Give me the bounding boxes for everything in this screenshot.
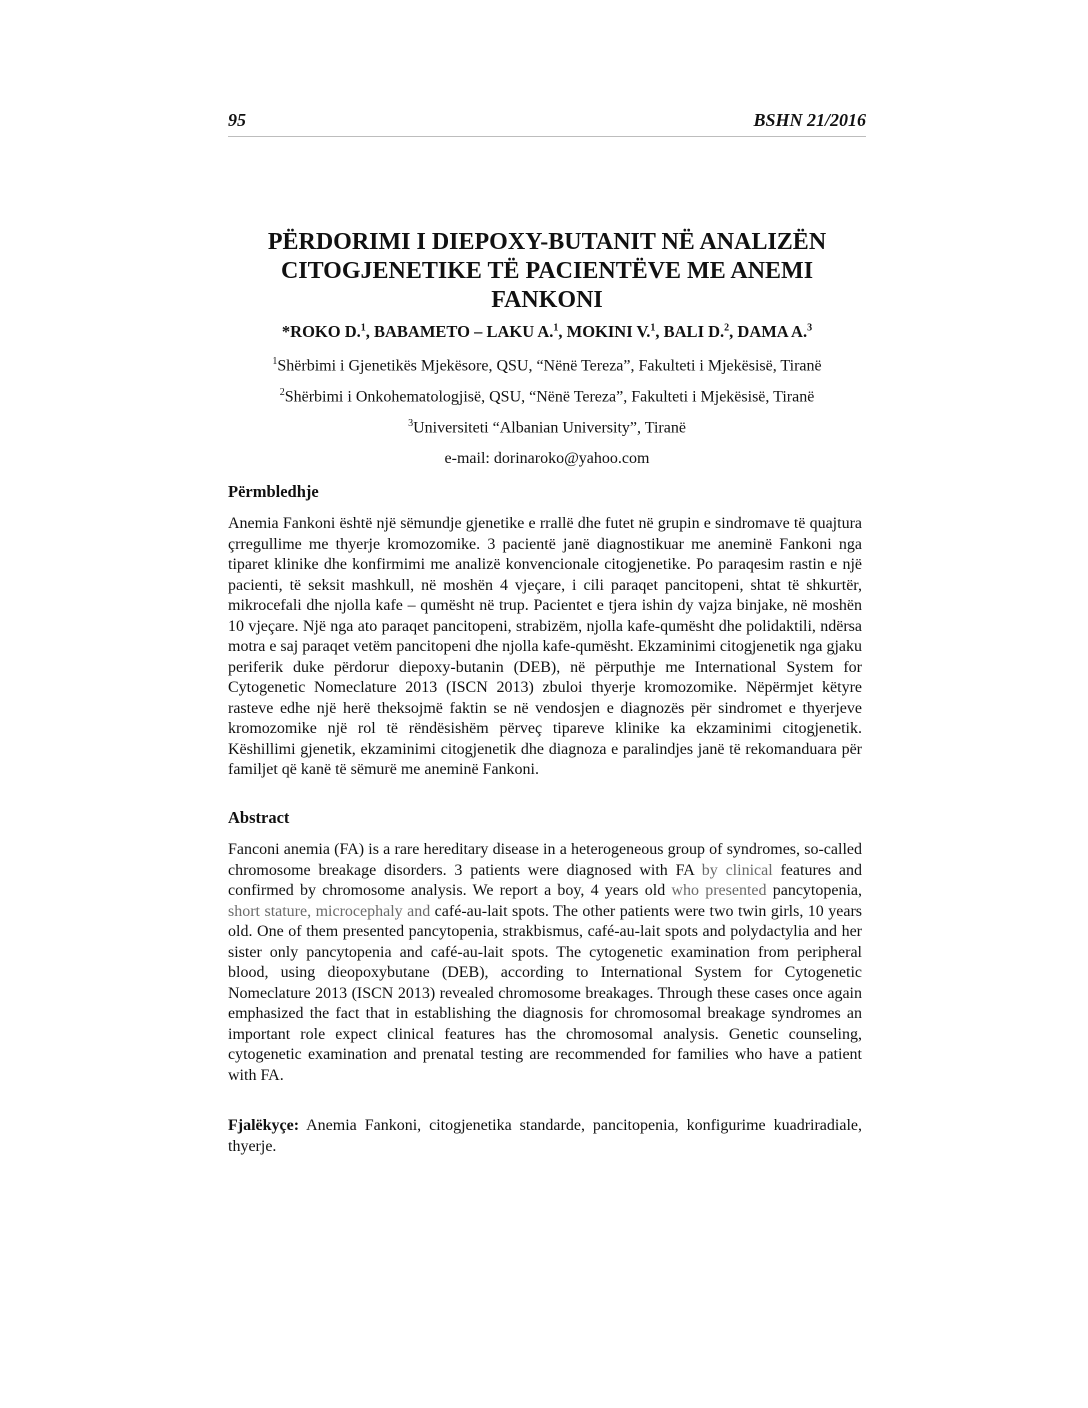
journal-label: BSHN 21/2016: [753, 110, 866, 130]
title-line: CITOGJENETIKE TË PACIENTËVE ME ANEMI: [280, 258, 814, 284]
author-name: *ROKO D.: [281, 322, 361, 341]
title-line: PËRDORIMI I DIEPOXY-BUTANIT NË ANALIZËN: [267, 229, 827, 255]
keywords-text: Anemia Fankoni, citogjenetika standarde, pancitopenia, konfigurime kuadriradiale, thyerje.: [228, 1117, 862, 1155]
affiliation-mark: 3: [408, 418, 414, 429]
section-heading-permbledhje: Përmbledhje: [228, 482, 319, 501]
affiliation-text: Shërbimi i Gjenetikës Mjekësore, QSU, “Nënë Tereza”, Fakulteti i Mjekësisë, Tiranë: [277, 357, 822, 375]
page-number: 95: [228, 110, 246, 130]
title-line: FANKONI: [491, 287, 603, 313]
author-name: , BALI D.: [655, 322, 725, 341]
affiliation-mark: 1: [272, 356, 278, 367]
affiliation-mark: 2: [279, 387, 285, 398]
affiliation-3: [228, 418, 866, 437]
author-affiliation-mark: 1: [553, 322, 559, 334]
contact-email: e-mail: dorinaroko@yahoo.com: [444, 450, 650, 467]
section-heading-abstract: Abstract: [228, 808, 290, 827]
abstract-segment: café-au-lait spots. The other patients were two twin girls, 10 years old. One of them presented pancytopenia, strakbismus, café-au-lait spots and polydactylia and her sister only pancytopenia and café-au-lait spots. The cytogenetic examination from peripheral blood, using dieopoxybutane (DEB), according to International System for Cytogenetic Nomeclature 2013 (ISCN 2013) revealed chromosome breakages. Through these cases once again emphasized the fact that in establishing the diagnosis for chromosomal breakage syndromes an important role expect clinical features has the chromosomal analysis. Genetic counseling, cytogenetic examination and prenatal testing are recommended for families who have a patient with FA.: [228, 902, 863, 1084]
author-name: , BABAMETO – LAKU A.: [365, 322, 554, 341]
author-affiliation-mark: 2: [724, 322, 730, 334]
affiliation-text: Universiteti “Albanian University”, Tiranë: [413, 419, 686, 437]
running-header: [228, 110, 866, 137]
abstract-segment: short stature, microcephaly and: [228, 902, 431, 920]
author-affiliation-mark: 1: [360, 322, 366, 334]
abstract-text: [228, 840, 862, 1086]
keywords: [228, 1116, 862, 1157]
abstract-segment: Fanconi anemia (FA) is a rare hereditary disease in a heterogeneous group of syndromes, so-called chromosome breakage disorders. 3 patients were diagnosed with FA: [228, 841, 862, 879]
author-affiliation-mark: 1: [650, 322, 656, 334]
paper-title: [228, 228, 866, 315]
author-name: , MOKINI V.: [558, 322, 651, 341]
affiliation-1: [228, 356, 866, 375]
abstract-segment: pancytopenia,: [766, 882, 863, 899]
author-list: [228, 322, 866, 342]
abstract-segment: features and confirmed by chromosome analysis. We report a boy, 4 years old: [228, 861, 863, 899]
permbledhje-text: Anemia Fankoni është një sëmundje gjenetike e rrallë dhe futet në grupin e sindromave të quajtura çrregullime me thyerje kromozomike. 3 pacientë janë diagnostikuar me aneminë Fankoni nga tiparet klinike dhe konfirmimi me analizë konvencionale citogjenetike. Po paraqesim rastin e një pacienti, të seksit mashkull, në moshën 4 vjeçare, i cili paraqet pancitopeni, shtat të shkurtër, mikrocefali dhe njolla kafe – qumësht në trup. Pacientet e tjera ishin dy vajza binjake, në moshën 10 vjeçare. Një nga ato paraqet pancitopeni, strabizëm, njolla kafe-qumësht dhe polidaktili, ndërsa motra e saj paraqet vetëm pancitopeni dhe njolla kafe-qumësht. Ekzaminimi citogjenetik nga gjaku periferik duke përdorur diepoxy-butanin (DEB), në përputhje me International System for Cytogenetic Nomeclature 2013 (ISCN 2013) zbuloi thyerje kromozomike. Nëpërmjet këtyre rasteve edhe një herë theksojmë faktin se në vendosjen e diagnozës për sindromet e thyerjeve kromozomike një rol të rëndësishëm përveç tipareve klinike ka ekzaminimi citogjenetik. Këshillimi gjenetik, ekzaminimi citogjenetik dhe diagnoza e paralindjes janë të rekomanduara për familjet që kanë të sëmurë me aneminë Fankoni.: [228, 515, 863, 778]
affiliation-text: Shërbimi i Onkohematologjisë, QSU, “Nënë Tereza”, Fakulteti i Mjekësisë, Tiranë: [284, 388, 815, 406]
affiliation-2: [228, 387, 866, 406]
abstract-segment: by clinical: [701, 861, 773, 879]
abstract-segment: who presented: [671, 882, 767, 899]
keywords-label: Fjalëkyçe:: [228, 1117, 300, 1134]
author-affiliation-mark: 3: [807, 322, 813, 334]
author-name: , DAMA A.: [729, 322, 808, 341]
